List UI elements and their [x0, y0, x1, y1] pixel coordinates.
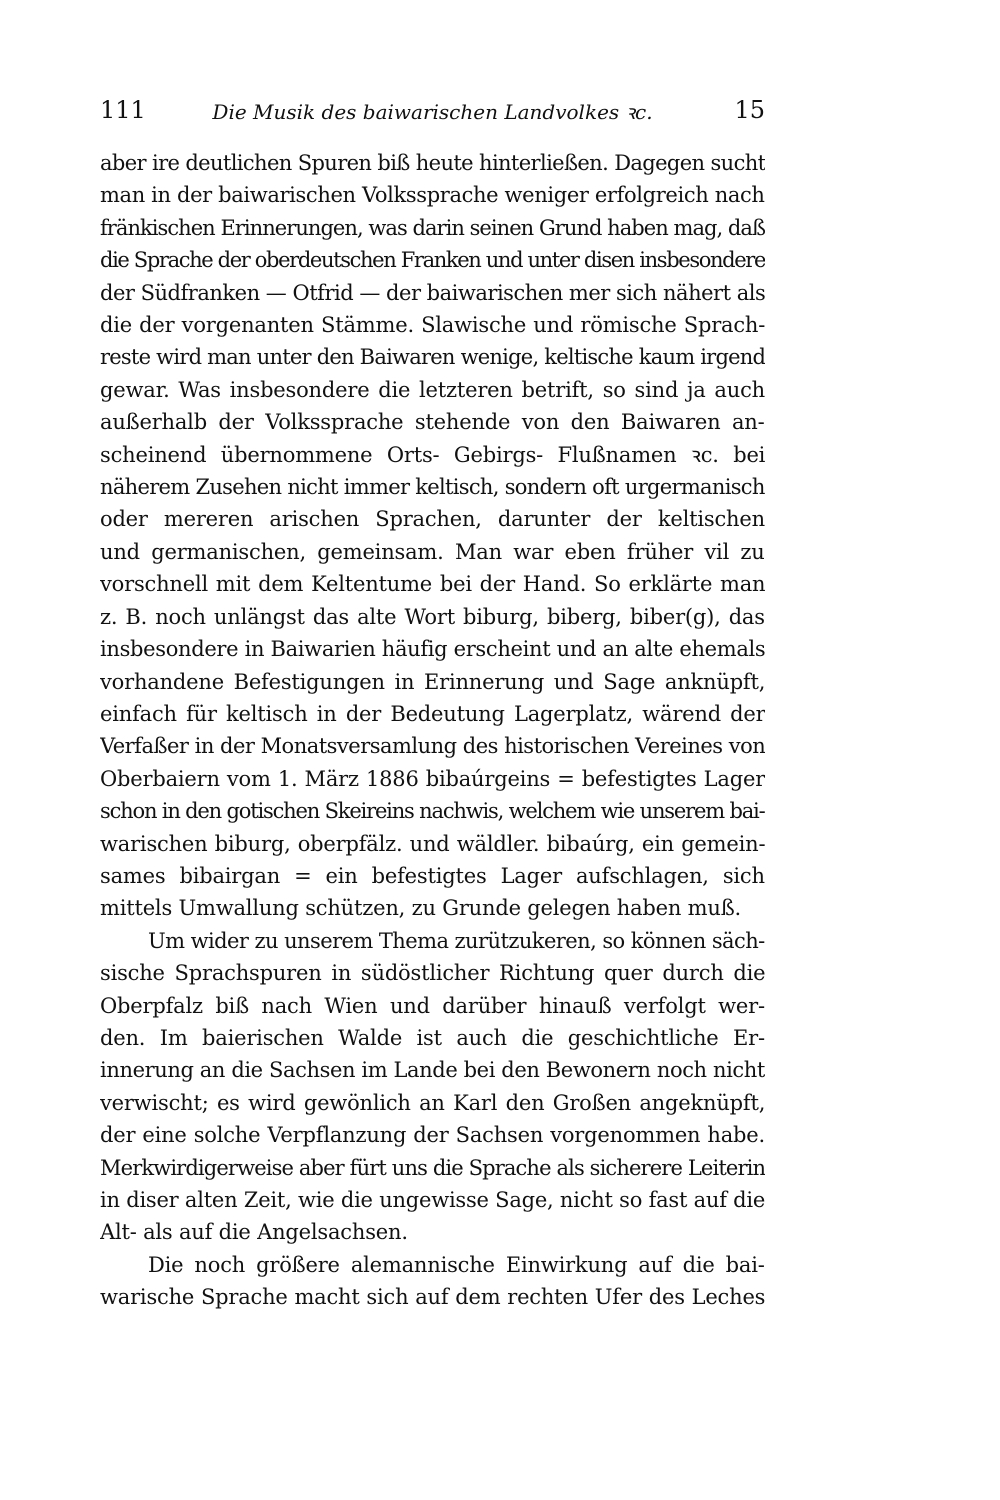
paragraph-2	[100, 925, 765, 1249]
text-line: gewar. Was insbesondere die letzteren betrift, so sind ja auch	[100, 377, 765, 402]
text-line: aber ire deutlichen Spuren biß heute hinterließen. Dagegen sucht	[100, 151, 765, 175]
text-line: oder mereren arischen Sprachen, darunter der keltischen	[100, 507, 765, 532]
text-line: Um wider zu unserem Thema zurützukeren, so können säch-	[148, 928, 765, 953]
text-line: Die noch größere alemannische Einwirkung auf die bai-	[148, 1252, 765, 1277]
page-header	[100, 96, 765, 126]
text-line: vorhandene Befestigungen in Erinnerung und Sage anknüpft,	[100, 669, 765, 694]
text-line: vorschnell mit dem Keltentume bei der Hand. So erklärte man	[100, 572, 765, 597]
text-line: sische Sprachspuren in südöstlicher Richtung quer durch die	[100, 961, 765, 986]
text-line: Oberpfalz biß nach Wien und darüber hinauß verfolgt wer-	[100, 993, 765, 1018]
text-line: der eine solche Verpflanzung der Sachsen vorgenommen habe.	[100, 1123, 765, 1148]
text-line: der Südfranken — Otfrid — der baiwarischen mer sich nähert als	[100, 280, 765, 305]
text-line: Verfaßer in der Monatsversamlung des historischen Vereines von	[100, 734, 765, 759]
text-line: warische Sprache macht sich auf dem rechten Ufer des Leches	[100, 1285, 765, 1310]
text-line: Merkwirdigerweise aber fürt uns die Sprache als sicherere Leiterin	[100, 1155, 765, 1180]
text-line: einfach für keltisch in der Bedeutung Lagerplatz, wärend der	[100, 701, 765, 726]
text-line: sames bibairgan = ein befestigtes Lager aufschlagen, sich	[100, 863, 765, 888]
text-line: schon in den gotischen Skeireins nachwis, welchem wie unserem bai-	[100, 799, 765, 824]
text-line: z. B. noch unlängst das alte Wort biburg, biberg, biber(g), das	[100, 604, 765, 629]
header-left-number: 111	[100, 96, 146, 124]
text-line: Oberbaiern vom 1. März 1886 bibaúrgeins = befestigtes Lager	[100, 766, 765, 791]
text-line: die Sprache der oberdeutschen Franken und unter disen insbesondere	[100, 248, 765, 273]
text-line: reste wird man unter den Baiwaren wenige, keltische kaum irgend	[100, 345, 765, 370]
text-line: näherem Zusehen nicht immer keltisch, sondern oft urgermanisch	[100, 475, 765, 500]
text-line: außerhalb der Volkssprache stehende von den Baiwaren an-	[100, 410, 765, 435]
text-line: und germanischen, gemeinsam. Man war eben früher vil zu	[100, 539, 765, 564]
paragraph-1	[100, 147, 765, 925]
text-line: den. Im baierischen Walde ist auch die geschichtliche Er-	[100, 1025, 765, 1050]
text-line: innerung an die Sachsen im Lande bei den Bewonern noch nicht	[100, 1058, 765, 1083]
text-line: fränkischen Erinnerungen, was darin seinen Grund haben mag, daß	[100, 215, 765, 240]
text-line: insbesondere in Baiwarien häufig erscheint und an alte ehemals	[100, 637, 765, 662]
page-number: 15	[734, 96, 765, 124]
text-line: man in der baiwarischen Volkssprache weniger erfolgreich nach	[100, 183, 765, 208]
text-line: verwischt; es wird gewönlich an Karl den Großen angeknüpft,	[100, 1090, 765, 1115]
text-line: in diser alten Zeit, wie die ungewisse Sage, nicht so fast auf die	[100, 1188, 765, 1212]
paragraph-3	[100, 1249, 765, 1314]
text-line: scheinend übernommene Orts- Gebirgs- Flußnamen ꝛc. bei	[100, 442, 765, 467]
body-text	[100, 147, 765, 1314]
text-line: mittels Umwallung schützen, zu Grunde gelegen haben muß.	[100, 896, 742, 921]
text-line: die der vorgenanten Stämme. Slawische und römische Sprach-	[100, 313, 765, 338]
text-line: warischen biburg, oberpfälz. und wäldler. bibaúrg, ein gemein-	[100, 831, 765, 856]
text-line: Alt- als auf die Angelsachsen.	[100, 1220, 408, 1245]
running-title: Die Musik des baiwarischen Landvolkes ꝛc.	[212, 100, 653, 124]
